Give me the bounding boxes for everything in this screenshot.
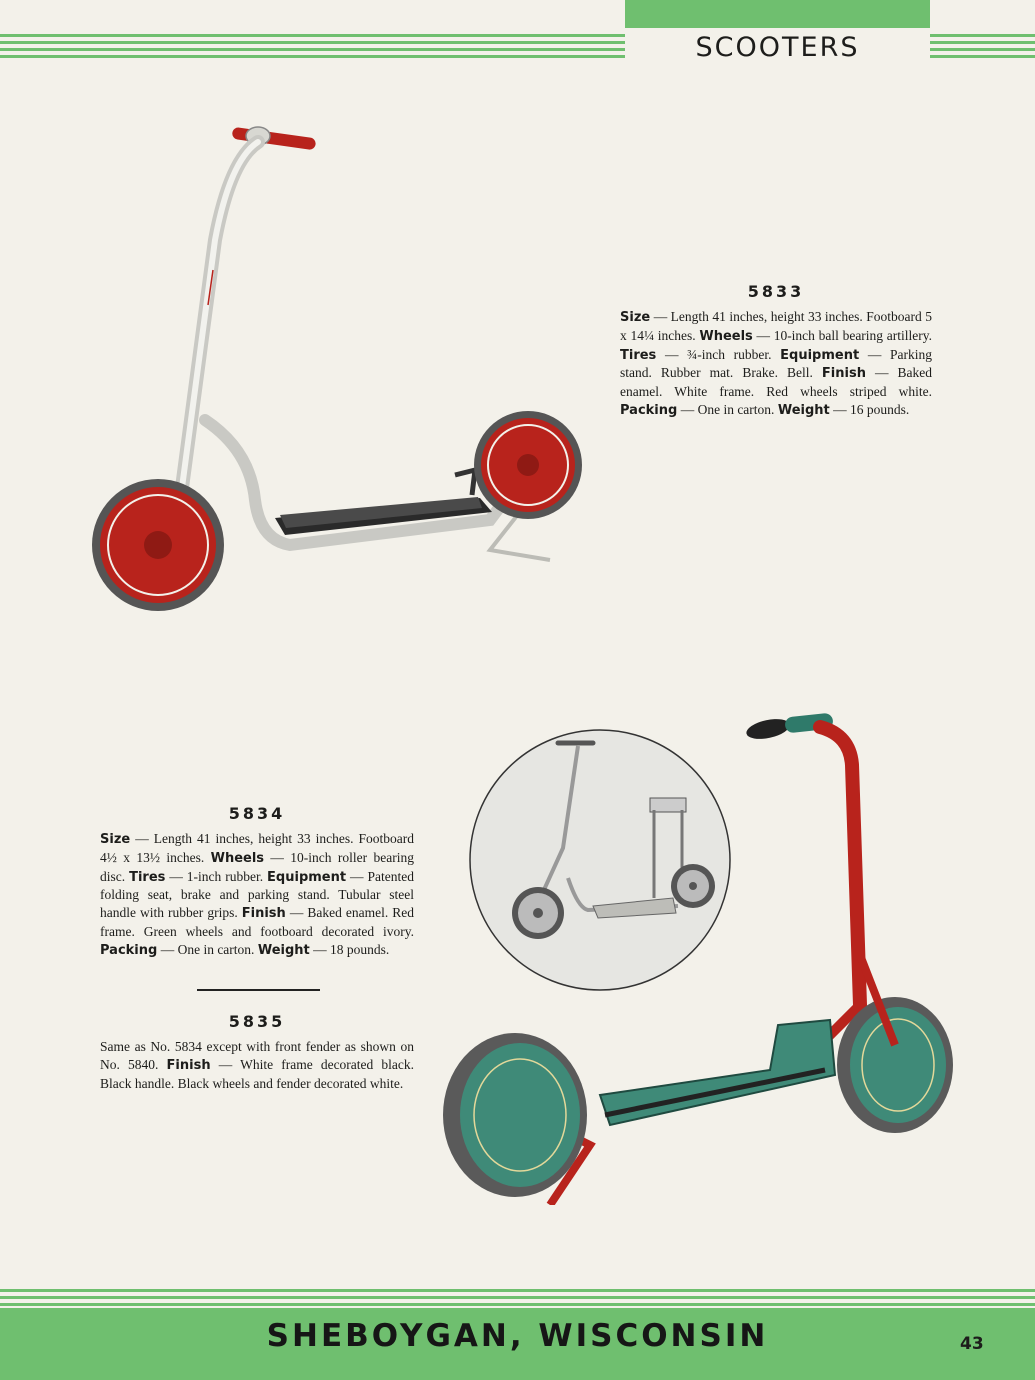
header-rule	[0, 48, 625, 51]
spec-text: — Length 41 inches, height 33 inches. Footboard 5 x 14¼ inches.	[620, 309, 932, 343]
header-rule	[930, 48, 1035, 51]
model-number-5833: 5833	[747, 282, 805, 301]
spec-text: — Baked enamel. White frame. Red wheels striped white.	[620, 365, 933, 400]
footer-rule	[0, 1289, 1035, 1292]
spec-label: Finish	[821, 366, 866, 382]
description-5834	[100, 830, 414, 960]
spec-label: Tires	[620, 347, 657, 363]
spec-label: Finish	[166, 1057, 211, 1073]
scooter-5833-illustration	[80, 120, 600, 620]
footer-title: SHEBOYGAN, WISCONSIN	[266, 1318, 769, 1354]
spec-text: — 10-inch roller bearing disc.	[100, 849, 414, 884]
spec-label: Tires	[129, 869, 166, 885]
spec-text: — 1-inch rubber.	[169, 868, 264, 884]
spec-text: — 18 pounds.	[313, 941, 390, 957]
page-number: 43	[960, 1334, 984, 1354]
header-rule	[0, 55, 625, 58]
header-rule	[930, 41, 1035, 44]
spec-text: — Length 41 inches, height 33 inches. Footboard 4½ x 13½ inches.	[100, 831, 414, 865]
divider	[197, 989, 320, 991]
spec-label: Packing	[620, 402, 678, 418]
model-number-5835: 5835	[228, 1012, 286, 1031]
spec-text: — Parking stand. Rubber mat. Brake. Bell.	[620, 346, 933, 381]
spec-label: Size	[100, 832, 131, 847]
description-5835	[100, 1038, 414, 1092]
spec-label: Weight	[257, 942, 310, 958]
spec-text: — White frame decorated black. Black handle. Black wheels and fender decorated white.	[100, 1056, 415, 1091]
spec-label: Equipment	[780, 347, 860, 363]
spec-text: — 16 pounds.	[833, 401, 910, 417]
scooter-5834-illustration	[440, 705, 960, 1205]
model-number-5834: 5834	[228, 804, 286, 823]
footer-rule	[0, 1303, 1035, 1306]
header-rule	[930, 34, 1035, 37]
header-rule	[0, 41, 625, 44]
section-title: SCOOTERS	[695, 32, 860, 63]
spec-text: — Patented folding seat, brake and parking stand. Tubular steel handle with rubber grips.	[100, 868, 414, 921]
spec-label: Equipment	[267, 869, 347, 885]
spec-label: Wheels	[210, 850, 265, 866]
header-rule	[930, 55, 1035, 58]
spec-text: — One in carton.	[160, 941, 255, 957]
spec-text: — 10-inch ball bearing artillery.	[756, 327, 932, 343]
spec-text: — ¾-inch rubber.	[664, 346, 772, 362]
spec-label: Size	[620, 310, 651, 325]
header-tab	[625, 0, 930, 28]
header-rule	[0, 34, 625, 37]
spec-label: Wheels	[699, 328, 753, 344]
spec-label: Finish	[241, 906, 286, 922]
spec-text: — Baked enamel. Red frame. Green wheels and footboard decorated ivory.	[100, 905, 415, 939]
description-5833	[620, 308, 932, 420]
spec-text: Same as No. 5834 except with front fender as shown on No. 5840.	[100, 1039, 414, 1072]
spec-label: Packing	[100, 942, 158, 958]
spec-text: — One in carton.	[680, 401, 775, 417]
spec-label: Weight	[777, 402, 830, 418]
footer-rule	[0, 1296, 1035, 1299]
